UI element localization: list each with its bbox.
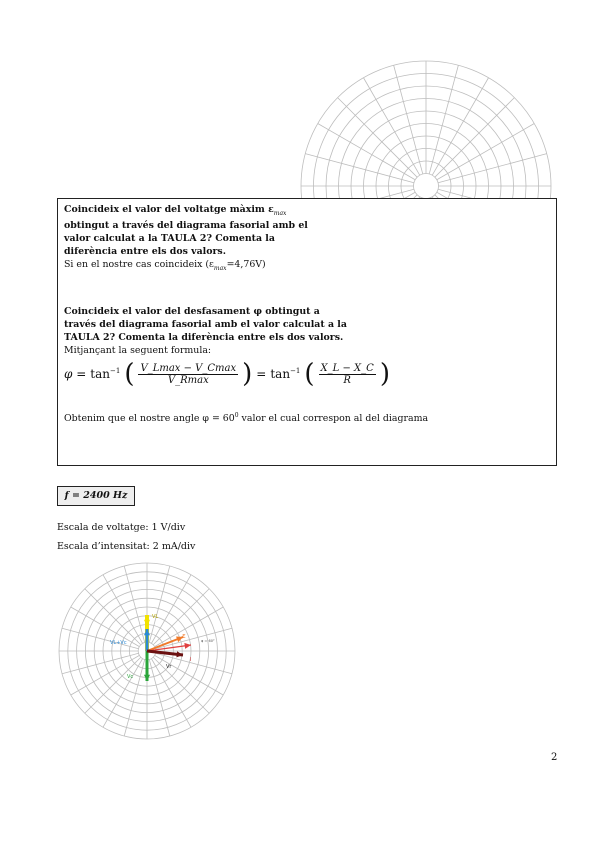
formula-phi: φ = xyxy=(64,367,87,381)
phasor-vc-head xyxy=(144,675,150,681)
voltage-scale: Escala de voltatge: 1 V/div xyxy=(57,522,186,533)
q2-line4: Mitjançant la seguent formula: xyxy=(64,345,212,356)
formula-equals: = xyxy=(256,367,267,381)
current-scale: Escala d’intensitat: 2 mA/div xyxy=(57,541,196,552)
q1-line4: diferència entre els dos valors. xyxy=(64,246,226,257)
phasor-label-vl: VL xyxy=(152,614,159,620)
phase-formula xyxy=(64,361,390,387)
paren-close-2: ) xyxy=(379,359,390,389)
fraction-1-num: V_Lmax − V_Cmax xyxy=(140,362,237,374)
formula-tan1: $\tan^{-1}$ xyxy=(90,367,121,381)
fraction-1-den: V_Rmax xyxy=(167,374,209,386)
q1-line3: valor calculat a la TAULA 2? Comenta la xyxy=(64,233,275,244)
paren-open-1: ( xyxy=(124,359,135,389)
phasor-label-i: I xyxy=(190,657,192,663)
question-box xyxy=(57,198,557,466)
q1-answer: Si en el nostre cas coincideix $(\varepsilon_{max}=4,76V)$ xyxy=(64,259,266,272)
phasor-diagram xyxy=(58,562,236,740)
paren-close-1: ) xyxy=(242,359,253,389)
page-number: 2 xyxy=(551,752,558,763)
paren-open-2: ( xyxy=(304,359,315,389)
phasor-vl-plus-vc-head xyxy=(144,629,150,635)
phasor-label-vl_vc: VL+Vc xyxy=(110,640,127,646)
fraction-1 xyxy=(138,363,238,386)
q2-line1: Coincideix el valor del desfasament φ obtingut a xyxy=(64,306,320,317)
q2-line2: través del diagrama fasorial amb el valor calculat a la xyxy=(64,319,347,330)
q1-line1: Coincideix el valor del voltatge màxim $\varepsilon_{max}$ xyxy=(64,204,287,217)
conclusion: Obtenim que el nostre angle $\varphi = 60^0$ valor el cual correspon al del diagrama xyxy=(64,412,429,425)
formula-tan2: $\tan^{-1}$ xyxy=(270,367,301,381)
q2-line3: TAULA 2? Comenta la diferència entre els dos valors. xyxy=(64,332,344,343)
phasor-label-eps: ε xyxy=(182,632,186,640)
phasor-label-angle_note: φ = 60° xyxy=(201,639,215,643)
grid-ring xyxy=(414,174,439,199)
frequency-box: f = 2400 Hz xyxy=(57,486,135,506)
phasor-label-vc: Vc xyxy=(127,674,134,680)
fraction-2-den: R xyxy=(343,374,351,386)
phasor-label-vr: Vr xyxy=(166,664,172,670)
fraction-2-num: X_L − X_C xyxy=(320,362,374,374)
q1-line2: obtingut a través del diagrama fasorial amb el xyxy=(64,220,308,231)
fraction-2 xyxy=(319,363,376,386)
